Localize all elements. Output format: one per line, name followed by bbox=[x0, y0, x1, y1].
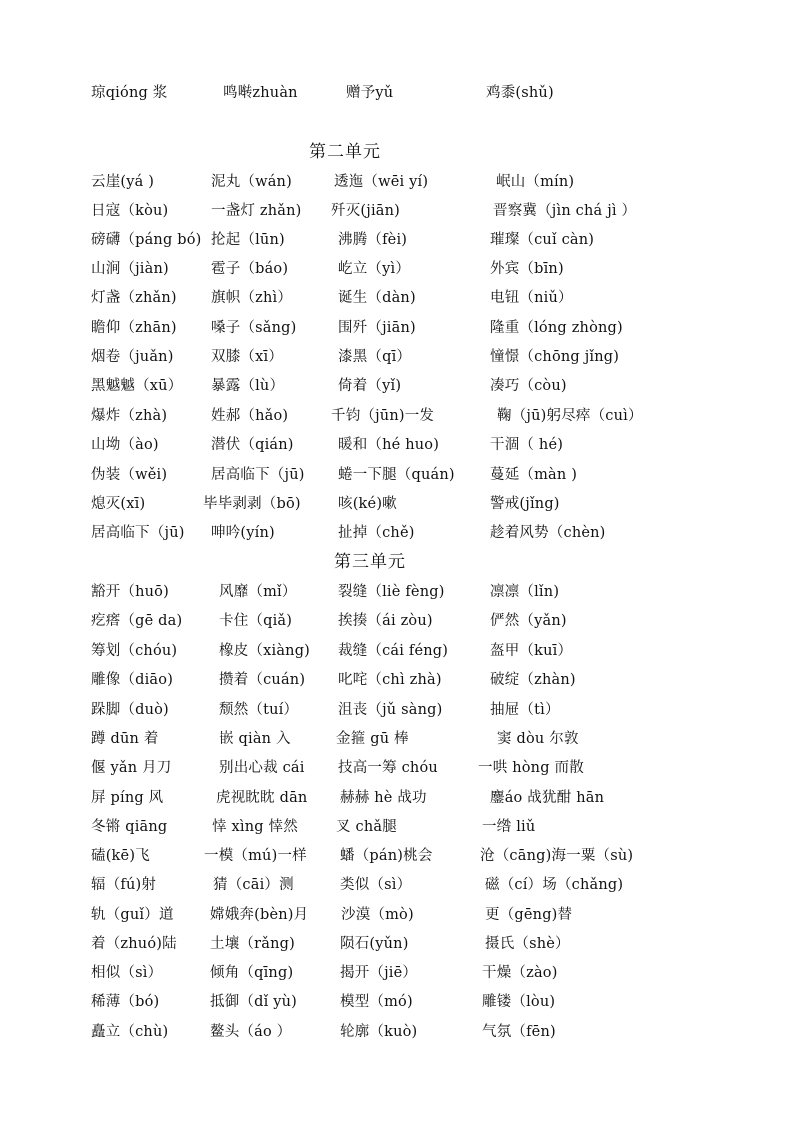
word-entry: 疙瘩（gē da) bbox=[91, 613, 183, 629]
word-entry: 跺脚（duò) bbox=[91, 702, 169, 718]
word-entry: 暖和（hé huo) bbox=[338, 437, 440, 453]
word-entry: 外宾（bīn) bbox=[490, 261, 564, 277]
word-entry: 模型（mó) bbox=[340, 994, 413, 1010]
word-row bbox=[0, 199, 794, 223]
word-entry: 嫦娥奔(bèn)月 bbox=[210, 907, 309, 923]
word-entry: 别出心裁 cái bbox=[219, 760, 305, 776]
word-entry: 干燥（zào) bbox=[482, 965, 558, 981]
word-entry: 瞻仰（zhān) bbox=[91, 320, 177, 336]
word-entry: 土壤（rǎng) bbox=[210, 936, 295, 952]
word-row bbox=[0, 815, 794, 839]
word-entry: 轮廓（kuò) bbox=[340, 1024, 418, 1040]
word-entry: 鸣啭zhuàn bbox=[223, 85, 298, 101]
word-entry: 一模（mú)一样 bbox=[204, 848, 307, 864]
word-entry: 日寇（kòu) bbox=[91, 203, 169, 219]
word-entry: 磅礴（páng bó) bbox=[91, 232, 202, 248]
word-entry: 抡起（lūn) bbox=[211, 232, 285, 248]
word-entry: 更（gēng)替 bbox=[485, 907, 573, 923]
intro-row bbox=[0, 81, 794, 105]
word-entry: 爆炸（zhà) bbox=[91, 408, 168, 424]
word-entry: 蹲 dūn 着 bbox=[91, 731, 159, 747]
word-entry: 暴露（lù） bbox=[211, 378, 285, 394]
word-row bbox=[0, 463, 794, 487]
word-row bbox=[0, 228, 794, 252]
word-entry: 一绺 liǔ bbox=[482, 819, 536, 835]
word-entry: 俨然（yǎn) bbox=[490, 613, 567, 629]
word-entry: 一盏灯 zhǎn) bbox=[211, 203, 302, 219]
word-entry: 摄氏（shè） bbox=[485, 936, 570, 952]
word-row bbox=[0, 609, 794, 633]
word-entry: 悻 xìng 悻然 bbox=[212, 819, 298, 835]
word-entry: 抵御（dǐ yù) bbox=[210, 994, 298, 1010]
word-entry: 偃 yǎn 月刀 bbox=[91, 760, 172, 776]
word-entry: 金箍 gū 棒 bbox=[336, 731, 409, 747]
word-entry: 蔓延（màn ) bbox=[490, 467, 578, 483]
word-entry: 鏖áo 战犹酣 hān bbox=[490, 790, 605, 806]
word-row bbox=[0, 345, 794, 369]
word-entry: 冬锵 qiāng bbox=[91, 819, 168, 835]
word-row bbox=[0, 492, 794, 516]
word-entry: 呻吟(yín) bbox=[211, 525, 275, 541]
word-entry: 沮丧（jǔ sàng) bbox=[338, 702, 443, 718]
word-row bbox=[0, 404, 794, 428]
word-entry: 千钧（jūn)一发 bbox=[331, 408, 435, 424]
word-entry: 类似（sì） bbox=[340, 877, 412, 893]
word-entry: 豁开（huō) bbox=[91, 584, 169, 600]
word-entry: 雕像（diāo) bbox=[91, 672, 174, 688]
word-entry: 抽屉（tì） bbox=[490, 702, 560, 718]
word-row bbox=[0, 286, 794, 310]
word-entry: 倚着（yǐ) bbox=[338, 378, 402, 394]
unit2-heading: 第二单元 bbox=[309, 142, 381, 162]
word-entry: 姓郝（hǎo) bbox=[211, 408, 289, 424]
word-entry: 电钮（niǔ） bbox=[490, 290, 573, 306]
word-entry: 璀璨（cuǐ càn) bbox=[490, 232, 595, 248]
word-entry: 沙漠（mò) bbox=[341, 907, 414, 923]
word-row bbox=[0, 257, 794, 281]
word-row bbox=[0, 756, 794, 780]
word-entry: 伪装（wěi) bbox=[91, 467, 168, 483]
word-row bbox=[0, 903, 794, 927]
word-entry: 山坳（ào) bbox=[91, 437, 159, 453]
word-entry: 居高临下（jū) bbox=[91, 525, 185, 541]
unit3-heading: 第三单元 bbox=[334, 552, 406, 572]
word-entry: 蜷一下腿（quán) bbox=[338, 467, 455, 483]
word-entry: 技高一筹 chóu bbox=[338, 760, 438, 776]
word-entry: 双膝（xī） bbox=[211, 349, 284, 365]
word-entry: 盔甲（kuī） bbox=[490, 643, 573, 659]
word-entry: 攒着（cuán) bbox=[219, 672, 306, 688]
word-entry: 叱咤（chì zhà) bbox=[338, 672, 442, 688]
word-entry: 漆黑（qī） bbox=[338, 349, 412, 365]
word-entry: 憧憬（chōng jǐng) bbox=[490, 349, 620, 365]
word-row bbox=[0, 433, 794, 457]
word-entry: 蟠（pán)桃会 bbox=[340, 848, 433, 864]
word-entry: 陨石(yǔn) bbox=[340, 936, 409, 952]
word-entry: 鞠（jū)躬尽瘁（cuì） bbox=[497, 408, 643, 424]
word-entry: 隆重（lóng zhòng) bbox=[490, 320, 623, 336]
word-entry: 倾角（qīng) bbox=[210, 965, 294, 981]
word-entry: 岷山（mín) bbox=[496, 174, 575, 190]
word-row bbox=[0, 961, 794, 985]
word-entry: 轨（guǐ）道 bbox=[91, 907, 174, 923]
word-entry: 稀薄（bó) bbox=[91, 994, 160, 1010]
word-entry: 风靡（mǐ） bbox=[219, 584, 297, 600]
word-entry: 虎视眈眈 dān bbox=[216, 790, 308, 806]
word-entry: 赫赫 hè 战功 bbox=[340, 790, 427, 806]
word-entry: 雹子（báo) bbox=[211, 261, 289, 277]
word-entry: 干涸（ hé) bbox=[490, 437, 564, 453]
word-entry: 山涧（jiàn) bbox=[91, 261, 169, 277]
word-entry: 赠予yǔ bbox=[346, 85, 394, 101]
word-entry: 颓然（tuí） bbox=[219, 702, 299, 718]
word-row bbox=[0, 932, 794, 956]
word-entry: 灯盏（zhǎn) bbox=[91, 290, 177, 306]
word-entry: 叉 chǎ腿 bbox=[336, 819, 397, 835]
word-entry: 着（zhuó)陆 bbox=[91, 936, 177, 952]
word-row bbox=[0, 580, 794, 604]
word-entry: 毕毕剥剥（bō) bbox=[203, 496, 301, 512]
word-row bbox=[0, 668, 794, 692]
word-entry: 警戒(jǐng) bbox=[490, 496, 560, 512]
word-entry: 一哄 hòng 而散 bbox=[478, 760, 584, 776]
word-entry: 琼qióng 浆 bbox=[91, 85, 168, 101]
word-entry: 磁（cí）场（chǎng) bbox=[485, 877, 624, 893]
word-entry: 围歼（jiān) bbox=[338, 320, 416, 336]
word-entry: 歼灭(jiān) bbox=[331, 203, 401, 219]
word-entry: 裂缝（liè fèng) bbox=[338, 584, 445, 600]
word-entry: 辐（fú)射 bbox=[91, 877, 157, 893]
word-entry: 窦 dòu 尔敦 bbox=[497, 731, 579, 747]
word-entry: 挨揍（ái zòu) bbox=[338, 613, 433, 629]
word-entry: 诞生（dàn) bbox=[338, 290, 416, 306]
word-entry: 筹划（chóu) bbox=[91, 643, 178, 659]
word-row bbox=[0, 873, 794, 897]
word-entry: 揭开（jiē） bbox=[340, 965, 418, 981]
word-entry: 趁着风势（chèn) bbox=[490, 525, 606, 541]
word-entry: 橡皮（xiàng) bbox=[219, 643, 311, 659]
word-row bbox=[0, 521, 794, 545]
word-entry: 卡住（qiǎ) bbox=[219, 613, 293, 629]
word-row bbox=[0, 316, 794, 340]
word-entry: 猜（cāi）测 bbox=[213, 877, 294, 893]
word-entry: 熄灭(xī) bbox=[91, 496, 146, 512]
word-entry: 沸腾（fèi) bbox=[338, 232, 408, 248]
word-entry: 嵌 qiàn 入 bbox=[219, 731, 291, 747]
word-entry: 屏 píng 风 bbox=[91, 790, 164, 806]
word-row bbox=[0, 990, 794, 1014]
word-entry: 嗓子（sǎng) bbox=[211, 320, 297, 336]
word-entry: 凑巧（còu) bbox=[490, 378, 567, 394]
word-entry: 晋察冀（jìn chá jì ） bbox=[493, 203, 637, 219]
word-row bbox=[0, 1020, 794, 1044]
word-row bbox=[0, 698, 794, 722]
word-entry: 矗立（chù) bbox=[91, 1024, 169, 1040]
word-entry: 屹立（yì） bbox=[338, 261, 411, 277]
word-entry: 云崖(yá ) bbox=[91, 174, 155, 190]
word-entry: 咳(ké)嗽 bbox=[338, 496, 397, 512]
word-entry: 烟卷（juǎn) bbox=[91, 349, 174, 365]
word-entry: 黑魆魆（xū） bbox=[91, 378, 183, 394]
word-entry: 潜伏（qián) bbox=[211, 437, 294, 453]
word-entry: 鸡黍(shǔ) bbox=[486, 85, 554, 101]
word-row bbox=[0, 786, 794, 810]
word-entry: 破绽（zhàn) bbox=[490, 672, 576, 688]
word-entry: 磕(kē)飞 bbox=[91, 848, 150, 864]
word-entry: 居高临下（jū) bbox=[211, 467, 305, 483]
word-row bbox=[0, 170, 794, 194]
word-entry: 旗帜（zhì） bbox=[211, 290, 293, 306]
word-entry: 透迤（wēi yí) bbox=[334, 174, 429, 190]
word-entry: 凛凛（lǐn) bbox=[490, 584, 560, 600]
word-entry: 鳌头（áo ） bbox=[210, 1024, 292, 1040]
word-entry: 气氛（fēn) bbox=[482, 1024, 556, 1040]
word-entry: 雕镂（lòu) bbox=[482, 994, 556, 1010]
word-entry: 相似（sì） bbox=[91, 965, 163, 981]
word-entry: 泥丸（wán) bbox=[211, 174, 292, 190]
word-entry: 沧（cāng)海一粟（sù) bbox=[480, 848, 634, 864]
word-row bbox=[0, 727, 794, 751]
word-entry: 裁缝（cái féng) bbox=[338, 643, 449, 659]
word-row bbox=[0, 374, 794, 398]
word-entry: 扯掉（chě) bbox=[338, 525, 415, 541]
word-row bbox=[0, 639, 794, 663]
word-row bbox=[0, 844, 794, 868]
